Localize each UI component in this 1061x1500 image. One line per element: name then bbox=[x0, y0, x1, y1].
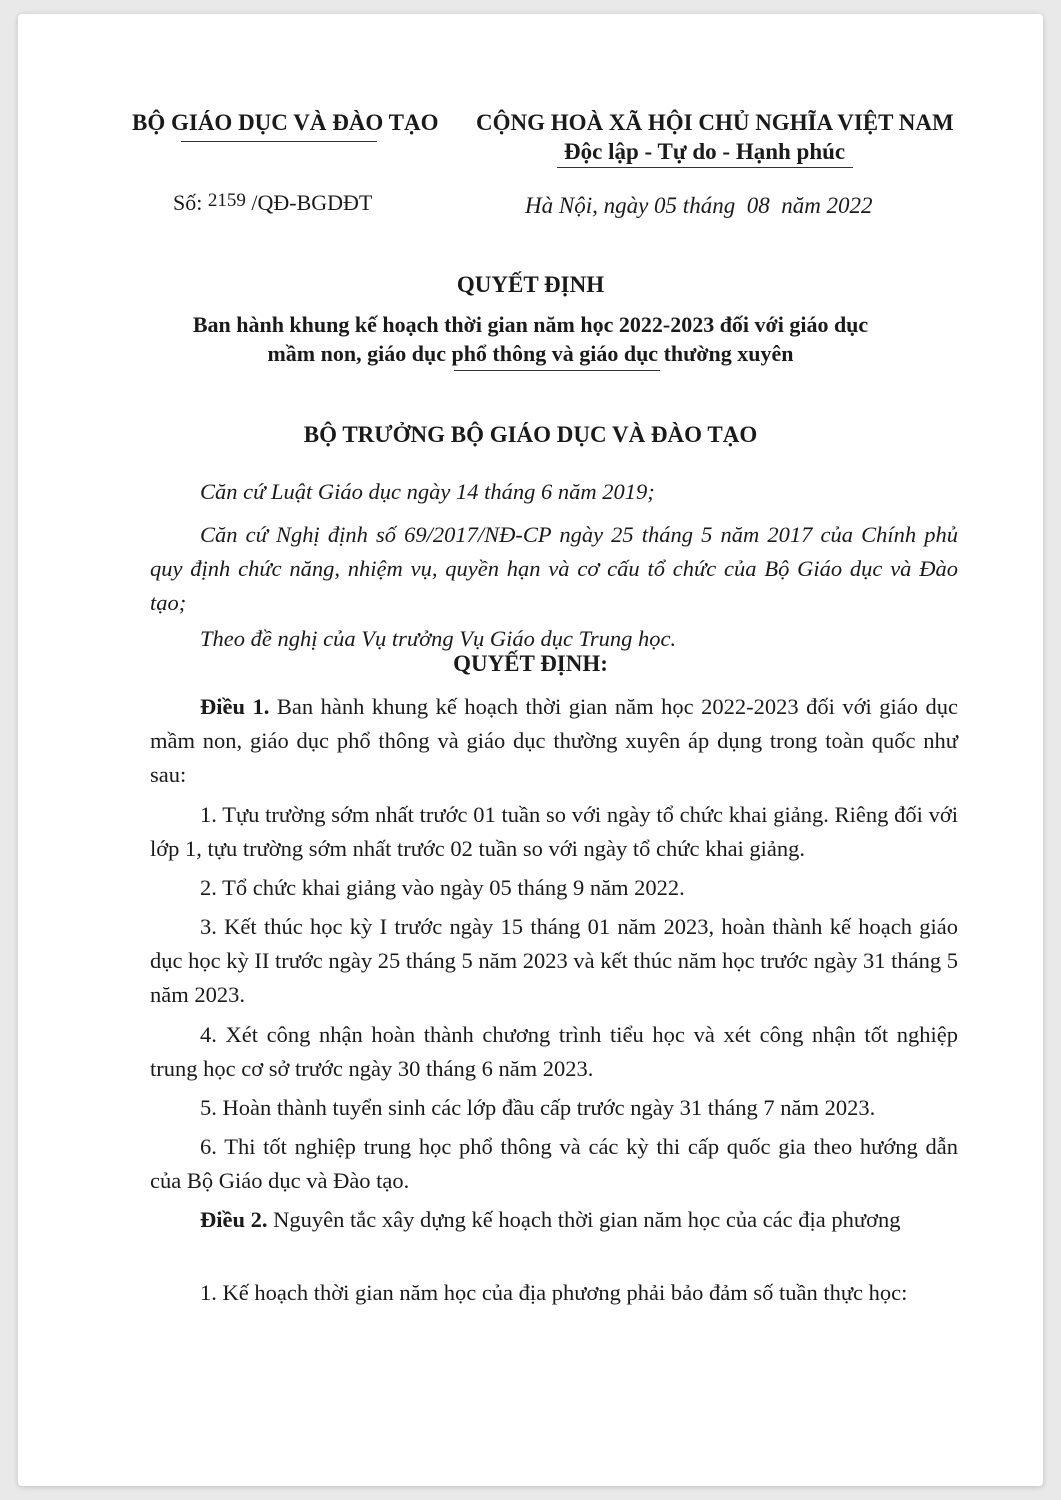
number-value: 2159 bbox=[207, 190, 246, 211]
decision-heading: QUYẾT ĐỊNH bbox=[456, 272, 605, 297]
article-1-item: 2. Tổ chức khai giảng vào ngày 05 tháng 9 năm 2022. bbox=[200, 875, 685, 900]
preamble-item: Theo đề nghị của Vụ trưởng Vụ Giáo dục Trung học. bbox=[200, 626, 677, 651]
document-page bbox=[18, 14, 1043, 1486]
motto-underline bbox=[557, 167, 853, 168]
republic-name: CỘNG HOÀ XÃ HỘI CHỦ NGHĨA VIỆT NAM bbox=[476, 110, 954, 135]
article-1-item: 3. Kết thúc học kỳ I trước ngày 15 tháng 01 năm 2023, hoàn thành kế hoạch giáo dục học kỳ II trước ngày 25 tháng 5 năm 2023 và kết thúc năm học trước ngày 31 tháng 5 năm 2023. bbox=[150, 914, 958, 1007]
authority-heading: BỘ TRƯỞNG BỘ GIÁO DỤC VÀ ĐÀO TẠO bbox=[303, 422, 758, 447]
decision-heading-2: QUYẾT ĐỊNH: bbox=[453, 651, 608, 676]
document-date: Hà Nội, ngày 05 tháng 08 năm 2022 bbox=[525, 193, 873, 218]
article-2-item: 1. Kế hoạch thời gian năm học của địa phương phải bảo đảm số tuần thực học: bbox=[200, 1280, 908, 1305]
article-1-item: 1. Tựu trường sớm nhất trước 01 tuần so với ngày tổ chức khai giảng. Riêng đối với lớp 1, tựu trường sớm nhất trước 02 tuần so với ngày tổ chức khai giảng. bbox=[150, 802, 958, 861]
article-2-text: Nguyên tắc xây dựng kế hoạch thời gian năm học của các địa phương bbox=[267, 1207, 901, 1232]
article-1 bbox=[150, 690, 958, 792]
preamble-item: Căn cứ Nghị định số 69/2017/NĐ-CP ngày 25 tháng 5 năm 2017 của Chính phủ quy định chức năng, nhiệm vụ, quyền hạn và cơ cấu tổ chức của Bộ Giáo dục và Đào tạo; bbox=[150, 522, 958, 615]
preamble-item: Căn cứ Luật Giáo dục ngày 14 tháng 6 năm 2019; bbox=[200, 479, 655, 504]
article-1-text: Ban hành khung kế hoạch thời gian năm học 2022-2023 đối với giáo dục mầm non, giáo dục phổ thông và giáo dục thường xuyên áp dụng trong toàn quốc như sau: bbox=[150, 694, 959, 787]
ministry-name: BỘ GIÁO DỤC VÀ ĐÀO TẠO bbox=[132, 110, 439, 135]
number-prefix: Số: bbox=[173, 190, 203, 215]
article-1-item: 4. Xét công nhận hoàn thành chương trình tiểu học và xét công nhận tốt nghiệp trung học cơ sở trước ngày 30 tháng 6 năm 2023. bbox=[150, 1022, 958, 1081]
article-1-label: Điều 1. bbox=[200, 694, 270, 719]
article-2 bbox=[150, 1203, 958, 1237]
ministry-underline bbox=[181, 141, 377, 142]
document-number bbox=[173, 190, 372, 216]
article-1-item: 6. Thi tốt nghiệp trung học phổ thông và các kỳ thi cấp quốc gia theo hướng dẫn của Bộ Giáo dục và Đào tạo. bbox=[150, 1134, 958, 1193]
article-1-item: 5. Hoàn thành tuyển sinh các lớp đầu cấp trước ngày 31 tháng 7 năm 2023. bbox=[200, 1095, 876, 1120]
number-suffix: /QĐ-BGDĐT bbox=[251, 190, 373, 215]
decision-subtitle-line1: Ban hành khung kế hoạch thời gian năm học 2022-2023 đối với giáo dục bbox=[192, 312, 869, 337]
national-motto: Độc lập - Tự do - Hạnh phúc bbox=[564, 139, 846, 164]
article-2-label: Điều 2. bbox=[200, 1207, 268, 1232]
subtitle-underline bbox=[454, 370, 660, 371]
decision-subtitle-line2: mầm non, giáo dục phổ thông và giáo dục thường xuyên bbox=[267, 341, 794, 366]
